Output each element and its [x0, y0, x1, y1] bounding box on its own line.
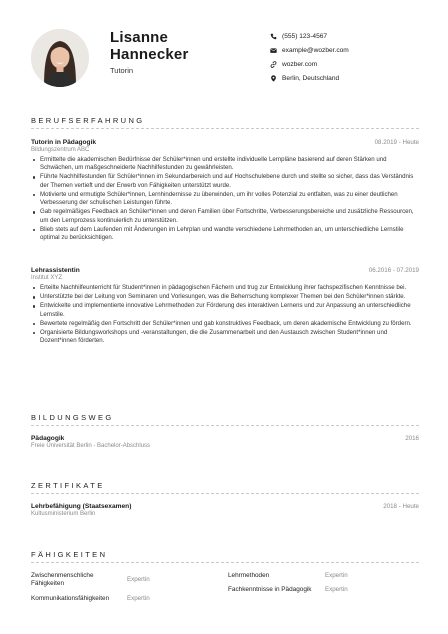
education-section — [31, 413, 419, 463]
skills-section — [31, 550, 419, 610]
email-icon — [270, 47, 277, 54]
certificates-section — [31, 481, 419, 531]
location-icon — [270, 75, 277, 82]
skill-name: Kommunikationsfähigkeiten — [31, 595, 110, 602]
section-divider — [31, 562, 419, 563]
last-name: Hannecker — [110, 46, 189, 63]
certificate-title: Lehrbefähigung (Staatsexamen) — [31, 503, 132, 510]
skill-name: Zwischenmenschliche Fähigkeiten — [31, 572, 94, 587]
profile-photo — [31, 29, 89, 87]
contact-list — [270, 29, 349, 85]
section-divider — [31, 425, 419, 426]
bullet-item: Entwickelte und implementierte innovative Lehrmethoden zur Förderung des interaktiven Lernens und zur Anpassung an unterschiedliche Lernstile. — [31, 302, 419, 319]
bullet-item: Erteilte Nachhilfeunterricht für Student*innen in pädagogischen Fächern und trug zur Entwicklung ihrer fachspezifischen Kenntnisse bei. — [31, 284, 419, 292]
education-entry — [31, 435, 419, 449]
bullet-item: Unterstützte bei der Leitung von Seminaren und Vorlesungen, was die Beherrschung komplexer Themen bei den Schüler*innen stärkte. — [31, 293, 419, 301]
degree-title: Pädagogik — [31, 435, 65, 442]
job-role: Tutorin — [110, 66, 134, 75]
job-date: 06.2016 - 07.2019 — [368, 267, 419, 274]
skill-level: Expertin — [127, 595, 150, 602]
bullet-item: Ermittelte die akademischen Bedürfnisse der Schüler*innen und erstellte individuelle Lernpläne basierend auf deren Stärken und Schwächen, um maßgeschneiderte Nachhilfestunden zu gewährleisten. — [31, 156, 419, 173]
location-text: Berlin, Deutschland — [282, 74, 340, 82]
job-bullets — [31, 284, 419, 346]
section-divider — [31, 493, 419, 494]
job-entry-2 — [31, 267, 419, 347]
bullet-item: Gab regelmäßiges Feedback an Schüler*innen und deren Familien über Fortschritte, Verbesserungsbereiche und zusätzliche Ressourcen, um den Lernprozess kontinuierlich zu unterstützen. — [31, 208, 419, 225]
email-text: example@wozber.com — [282, 46, 349, 54]
skill-name: Fachkenntnisse in Pädagogik — [228, 586, 312, 593]
job-title: Lehrassistentin — [31, 267, 80, 274]
first-name: Lisanne — [110, 29, 169, 46]
education-school: Freie Universität Berlin - Bachelor-Abschluss — [31, 443, 151, 449]
skill-level: Expertin — [325, 586, 348, 593]
section-divider — [31, 128, 419, 129]
skill-name: Lehrmethoden — [228, 572, 270, 579]
contact-email — [270, 43, 349, 57]
section-title-skills: FÄHIGKEITEN — [31, 550, 108, 559]
skill-level: Expertin — [325, 572, 348, 579]
bullet-item: Organisierte Bildungsworkshops und -veranstaltungen, die die Zusammenarbeit und den Austausch zwischen Student*innen und Dozent*innen förderten. — [31, 329, 419, 346]
job-title: Tutorin in Pädagogik — [31, 139, 97, 146]
full-name — [110, 29, 189, 63]
phone-icon — [270, 33, 277, 40]
certificate-issuer: Kultusministerium Berlin — [31, 511, 96, 517]
contact-phone — [270, 29, 349, 43]
section-title-experience: BERUFSERFAHRUNG — [31, 116, 145, 125]
bullet-item: Motivierte und ermutigte Schüler*innen, Lernhindernisse zu überwinden, um ihr volles Potenzial zu entfalten, was zu einer deutlichen Verbesserung der schulischen Leistungen führte. — [31, 191, 419, 208]
phone-text: (555) 123-4567 — [282, 32, 328, 40]
bullet-item: Blieb stets auf dem Laufenden mit Änderungen im Lehrplan und wandte verschiedene Lehrmethoden an, um unterschiedliche Lernstile optimal zu berücksichtigen. — [31, 226, 419, 243]
job-entry-1 — [31, 139, 419, 243]
section-title-certificates: ZERTIFIKATE — [31, 481, 105, 490]
profile-photo-image — [31, 29, 89, 87]
contact-location — [270, 71, 349, 85]
website-text: wozber.com — [282, 60, 318, 68]
skill-level: Expertin — [127, 576, 150, 583]
certificate-entry — [31, 503, 419, 517]
education-date: 2016 — [405, 435, 419, 442]
certificate-date: 2018 - Heute — [383, 503, 419, 510]
bullet-item: Bewertete regelmäßig den Fortschritt der Schüler*innen und gab konstruktives Feedback, um deren akademische Entwicklung zu fördern. — [31, 320, 419, 328]
bullet-item: Führte Nachhilfestunden für Schüler*innen im Sekundarbereich und auf Hochschulebene durch und stellte so sicher, dass das Verständnis der Themen vertieft und der Erwerb von Fähigkeiten unterstützt wurde. — [31, 173, 419, 190]
job-bullets — [31, 156, 419, 243]
job-date: 08.2019 - Heute — [374, 139, 419, 146]
job-company: Institut XYZ — [31, 275, 63, 281]
contact-website — [270, 57, 349, 71]
job-company: Bildungszentrum ABC — [31, 147, 90, 153]
website-icon — [270, 61, 277, 68]
experience-section — [31, 116, 419, 386]
section-title-education: BILDUNGSWEG — [31, 413, 114, 422]
